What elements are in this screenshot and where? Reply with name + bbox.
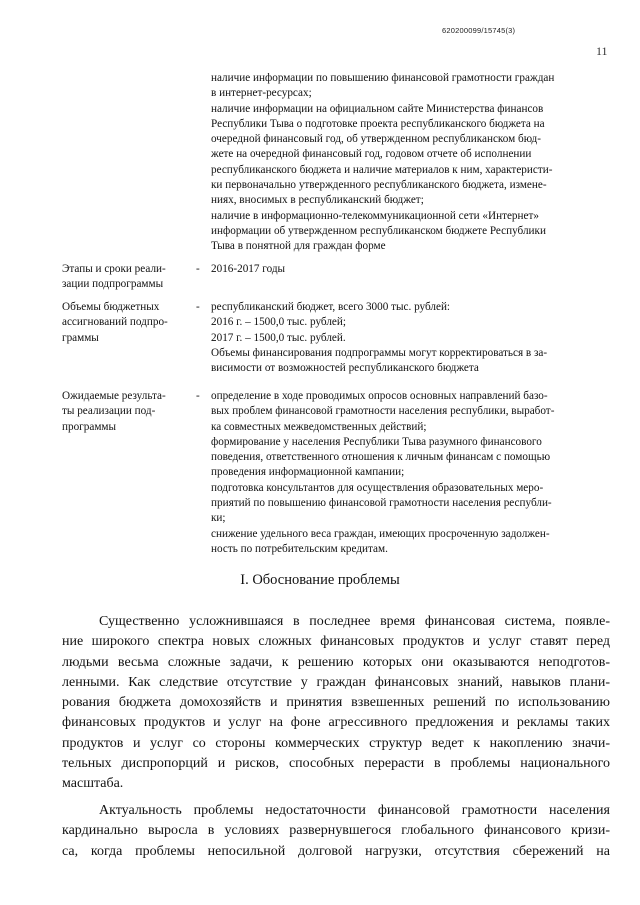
value-line: формирование у населения Республики Тыва разумного финансового	[211, 435, 542, 448]
text-line: рования бюджета домохозяйств и принятия взвешенных решений по использованию	[62, 695, 610, 711]
value-line: висимости от возможностей республиканского бюджета	[211, 362, 479, 375]
paragraph	[62, 801, 610, 862]
indicators-continuation	[211, 71, 605, 255]
label-line: Этапы и сроки реали-	[62, 263, 166, 275]
value-line: Объемы финансирования подпрограммы могут корректироваться в за-	[211, 346, 548, 359]
label-line: программы	[62, 420, 116, 433]
text-line: наличие информации на официальном сайте Министерства финансов	[211, 102, 544, 115]
paragraph	[62, 612, 610, 795]
label-line: Объемы бюджетных	[62, 301, 160, 313]
text-line: ние широкого спектра новых сложных финансовых продуктов и услуг ставят перед	[62, 634, 610, 650]
value-line: определение в ходе проводимых опросов основных направлений базо-	[211, 390, 548, 402]
label-line: граммы	[62, 331, 99, 344]
text-line: тельных диспропорций и рисков, способных перерасти в проблемы национального	[62, 756, 610, 772]
row-label	[62, 300, 192, 346]
text-line: ленными. Как следствие отсутствие у граждан финансовых знаний, навыков плани-	[62, 674, 610, 690]
value-line: ность по потребительским кредитам.	[211, 542, 388, 555]
value-line: ка совместных межведомственных действий;	[211, 420, 427, 433]
text-line: кардинально выросла в условиях развернувшегося глобального финансового кризи-	[62, 823, 610, 839]
text-line: людьми весьма сложные задачи, к решению которых они оказываются неподготов-	[62, 654, 610, 670]
text-line: продуктов и услуг со стороны коммерческих структур ведет к накоплению значи-	[62, 735, 610, 751]
row-value	[211, 389, 611, 557]
row-dash: -	[196, 301, 200, 313]
value-line: подготовка консультантов для осуществления образовательных меро-	[211, 481, 544, 494]
document-id: 620200099/15745(3)	[442, 26, 516, 35]
text-line: финансовых продуктов и услуг на фоне агрессивного предложения и рекламы таких	[62, 715, 610, 731]
label-line: Ожидаемые результа-	[62, 390, 166, 402]
value-line: приятий по повышению финансовой грамотности населения республи-	[211, 497, 552, 510]
value-line: республиканский бюджет, всего 3000 тыс. рублей:	[211, 301, 451, 313]
text-line: ки первоначально утвержденного республиканского бюджета, измене-	[211, 179, 547, 192]
text-line: са, когда проблемы непосильной долговой нагрузки, отсутствия сбережений на	[62, 843, 610, 859]
text-line: Существенно усложнившаяся в последнее время финансовая система, появле-	[99, 614, 610, 629]
value-line: снижение удельного веса граждан, имеющих просроченную задолжен-	[211, 527, 550, 540]
label-line: зации подпрограммы	[62, 278, 164, 291]
value-line: 2016 г. – 1500,0 тыс. рублей;	[211, 316, 346, 329]
text-line: масштаба.	[62, 776, 124, 792]
row-value	[211, 262, 611, 277]
text-line: республиканского бюджета и наличие материалов к ним, характеристи-	[211, 163, 553, 176]
page-number: 11	[596, 44, 608, 58]
value-line: вых проблем финансовой грамотности населения республики, выработ-	[211, 405, 555, 418]
value-line: 2016-2017 годы	[211, 263, 286, 275]
text-line: ниях, вносимых в республиканский бюджет;	[211, 194, 424, 207]
text-line: Актуальность проблемы недостаточности финансовой грамотности населения	[99, 803, 610, 818]
text-line: информации об утвержденном республиканском бюджете Республики	[211, 224, 546, 237]
section-heading: I. Обоснование проблемы	[240, 572, 400, 588]
row-label	[62, 262, 192, 293]
row-label	[62, 389, 192, 435]
value-line: проведения информационной кампании;	[211, 466, 405, 479]
text-line: очередной финансовый год, об утвержденном республиканском бюд-	[211, 133, 541, 146]
text-line: Республики Тыва о подготовке проекта республиканского бюджета на	[211, 117, 545, 130]
value-line: 2017 г. – 1500,0 тыс. рублей.	[211, 331, 346, 344]
row-value	[211, 300, 611, 376]
label-line: ассигнований подпро-	[62, 316, 168, 329]
row-dash: -	[196, 263, 200, 275]
text-line: жете на очередной финансовый год, годовом отчете об исполнении	[211, 148, 532, 161]
label-line: ты реализации под-	[62, 405, 156, 418]
text-line: наличие информации по повышению финансовой грамотности граждан	[211, 72, 555, 84]
text-line: наличие в информационно-телекоммуникационной сети «Интернет»	[211, 209, 539, 222]
value-line: ки;	[211, 512, 226, 525]
value-line: поведения, ответственного отношения к личным финансам с помощью	[211, 451, 551, 464]
text-line: Тыва в понятной для граждан форме	[211, 240, 386, 253]
row-dash: -	[196, 390, 200, 402]
text-line: в интернет-ресурсах;	[211, 87, 312, 100]
